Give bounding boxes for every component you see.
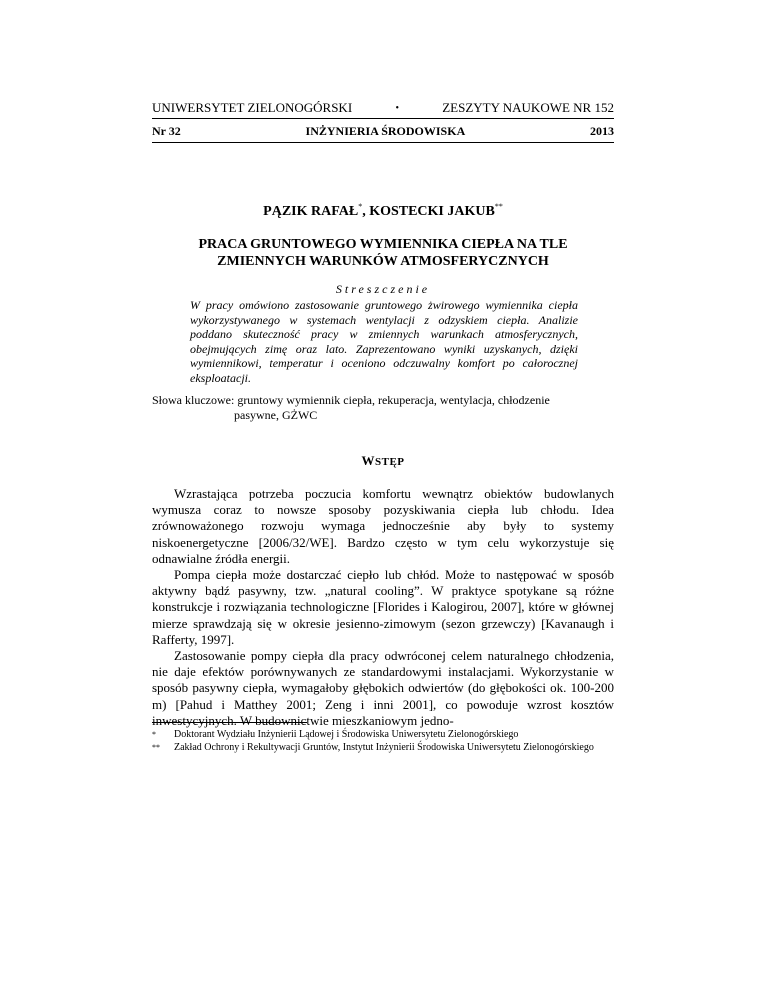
paragraph-3: Zastosowanie pompy ciepła dla pracy odwróconej celem naturalnego chłodzenia, nie daje efektów porównywanych ze standardowymi instalacjami. Wykorzystanie w sposób pasywny ciepła, wymagałoby głębokich odwiertów (do głębokości ok. 100-200 m) [Pahud i Matthey 2001; Zeng i inni 2001], co powoduje wzrost kosztów inwestycyjnych. W budownictwie mieszkaniowym jedno- [152, 648, 614, 728]
keywords-label: Słowa kluczowe: [152, 393, 235, 407]
section-rest: STĘP [374, 456, 405, 468]
footnote [152, 728, 614, 741]
keywords [152, 393, 614, 422]
keywords-line-2: pasywne, GŻWC [234, 407, 318, 422]
footnote-text: Doktorant Wydziału Inżynierii Lądowej i Środowiska Uniwersytetu Zielonogórskiego [174, 729, 519, 740]
author-separator: , [362, 204, 370, 219]
abstract-text: W pracy omówiono zastosowanie gruntowego żwirowego wymiennika ciepła wykorzystywanego w systemach wentylacji z odzyskiem ciepła. Analizie poddano skuteczność pracy w zmiennych warunkach atmosferycznych, obejmujących zimę oraz lato. Zaprezentowano wyniki uzyskanych, dzięki wymiennikowi, temperatur i oceniono odczuwalny komfort po całorocznej eksploatacji. [190, 298, 578, 385]
issue-number: Nr 32 [152, 124, 181, 138]
title-line-2: ZMIENNYCH WARUNKÓW ATMOSFERYCZNYCH [217, 254, 549, 269]
authors [152, 202, 614, 220]
footnote [152, 741, 614, 754]
header-rule-bottom [152, 142, 614, 143]
footnotes [152, 728, 614, 754]
running-header-top [152, 100, 614, 116]
header-rule-top [152, 118, 614, 119]
footnote-rule [152, 722, 307, 723]
section-initial: W [361, 453, 375, 468]
paper-title [152, 236, 614, 270]
running-header-bottom [152, 124, 614, 139]
footnote-mark: ** [152, 743, 160, 752]
footnote-text: Zakład Ochrony i Rekultywacji Gruntów, Instytut Inżynierii Środowiska Uniwersytetu Zielonogórskiego [174, 742, 594, 753]
publication-year: 2013 [589, 124, 614, 138]
author-1-mark: * [358, 202, 363, 211]
author-1: PĄZIK RAFAŁ [263, 204, 359, 219]
series-name: INŻYNIERIA ŚRODOWISKA [305, 124, 466, 138]
abstract-label: Streszczenie [335, 282, 431, 296]
title-line-1: PRACA GRUNTOWEGO WYMIENNIKA CIEPŁA NA TLE [198, 237, 568, 252]
body-text [152, 486, 614, 729]
journal-name: ZESZYTY NAUKOWE NR 152 [442, 100, 614, 115]
paragraph-1: Wzrastająca potrzeba poczucia komfortu wewnątrz obiektów budowlanych wymusza coraz to nowsze sposoby pozyskiwania ciepła lub chłodu. Idea zrównoważonego rozwoju wymaga jednocześnie aby były to systemy niskoenergetyczne [2006/32/WE]. Bardzo często w tym celu wykorzystuje się odnawialne źródła energii. [152, 486, 614, 566]
paragraph-2: Pompa ciepła może dostarczać ciepło lub chłód. Może to następować w sposób aktywny bądź pasywny, tzw. „natural cooling”. W praktyce spotykane są różne konstrukcje i rozwiązania technologiczne [Florides i Kalogirou, 2007], które w głównej mierze sprawdzają się w okresie jesienno-zimowym (sezon grzewczy) [Kavanaugh i Rafferty, 1997]. [152, 567, 614, 647]
header-separator: • [395, 102, 399, 114]
keywords-line-1: gruntowy wymiennik ciepła, rekuperacja, wentylacja, chłodzenie [237, 393, 550, 407]
author-2: KOSTECKI JAKUB [369, 204, 495, 219]
section-heading [152, 453, 614, 469]
footnote-mark: * [152, 730, 156, 739]
author-2-mark: ** [494, 202, 503, 211]
university-name: UNIWERSYTET ZIELONOGÓRSKI [152, 100, 353, 115]
